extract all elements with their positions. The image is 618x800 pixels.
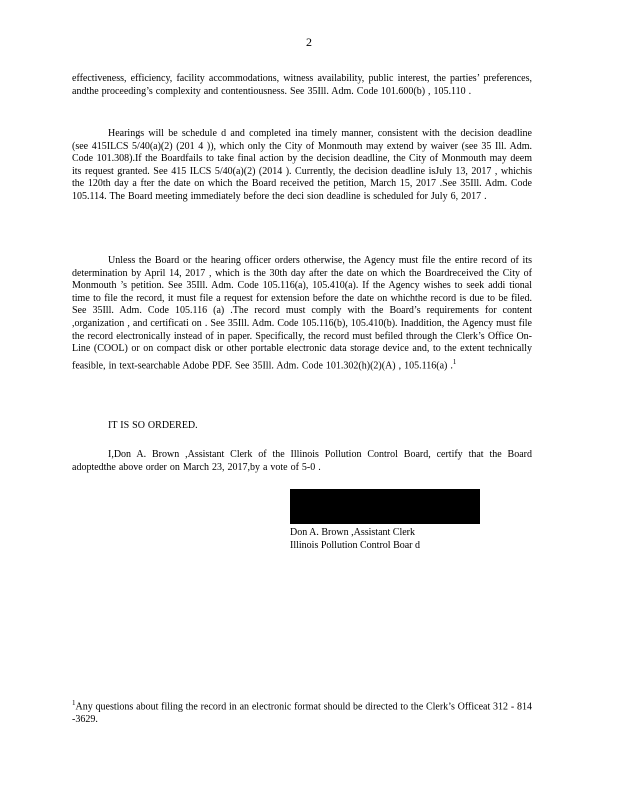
paragraph-hearings: Hearings will be schedule d and completed ina timely manner, consistent with the decision deadline (see 415ILCS 5/40(a)(2) (201 4 )), which only the City of Monmouth may extend by waiver (see 35 Ill. Adm. Code 101.308).If the Boardfails to take final action by the decision deadline, the City of Monmouth may deem its request granted. See 415 ILCS 5/40(a)(2) (2014 ). Currently, the decision deadline isJuly 13, 2017 , whichis the 120th day a fter the date on which the Board received the petition, March 15, 2017 .See 35Ill. Adm. Code 105.114. The Board meeting immediately before the deci sion deadline is scheduled for July 6, 2017 .	[72, 128, 532, 202]
signature-name: Don A. Brown ,Assistant Clerk	[290, 527, 415, 538]
footnote	[72, 697, 532, 726]
signature-block	[290, 526, 420, 552]
paragraph-continuation: effectiveness, efficiency, facility accommodations, witness availability, public interest, the parties’ preferences, andthe proceeding’s complexity and contentiousness. See 35Ill. Adm. Code 101.600(b) , 105.110 .	[72, 73, 532, 97]
footnote-mark: 1	[72, 699, 76, 707]
page-number: 2	[306, 35, 312, 49]
paragraph-record	[72, 255, 532, 373]
signature-organization: Illinois Pollution Control Boar d	[290, 540, 421, 551]
paragraph-record-text: Unless the Board or the hearing officer orders otherwise, the Agency must file the entire record of its determination by April 14, 2017 , which is the 30th day after the date on which the Boardreceived the City of Monmouth ’s petition. See 35Ill. Adm. Code 105.116(a), 105.410(a). If the Agency wishes to seek addi tional time to file the record, it must file a request for extension before the date on whichthe record is due to be filed. See 35Ill. Adm. Code 105.116 (a) .The record must comply with the Board’s requirements for content ,organization , and certificati on . See 35Ill. Adm. Code 105.116(b), 105.410(b). Inaddition, the Agency must file the record electronically instead of in paper. Specifically, the record must befiled through the Clerk’s Office On-Line (COOL) or on compact disk or other portable electronic data storage device and, to the extent technically feasible, in text-searchable Adobe PDF. See 35Ill. Adm. Code 101.302(h)(2)(A) , 105.116(a) .	[72, 255, 532, 372]
so-ordered: IT IS SO ORDERED.	[108, 420, 198, 431]
footnote-text: Any questions about filing the record in an electronic format should be directed to the Clerk’s Officeat 312 - 814 -3629.	[72, 701, 532, 726]
redacted-signature-block	[290, 489, 480, 524]
certification-paragraph: I,Don A. Brown ,Assistant Clerk of the Illinois Pollution Control Board, certify that the Board adoptedthe above order on March 23, 2017,by a vote of 5-0 .	[72, 449, 532, 473]
footnote-reference: 1	[452, 357, 457, 366]
